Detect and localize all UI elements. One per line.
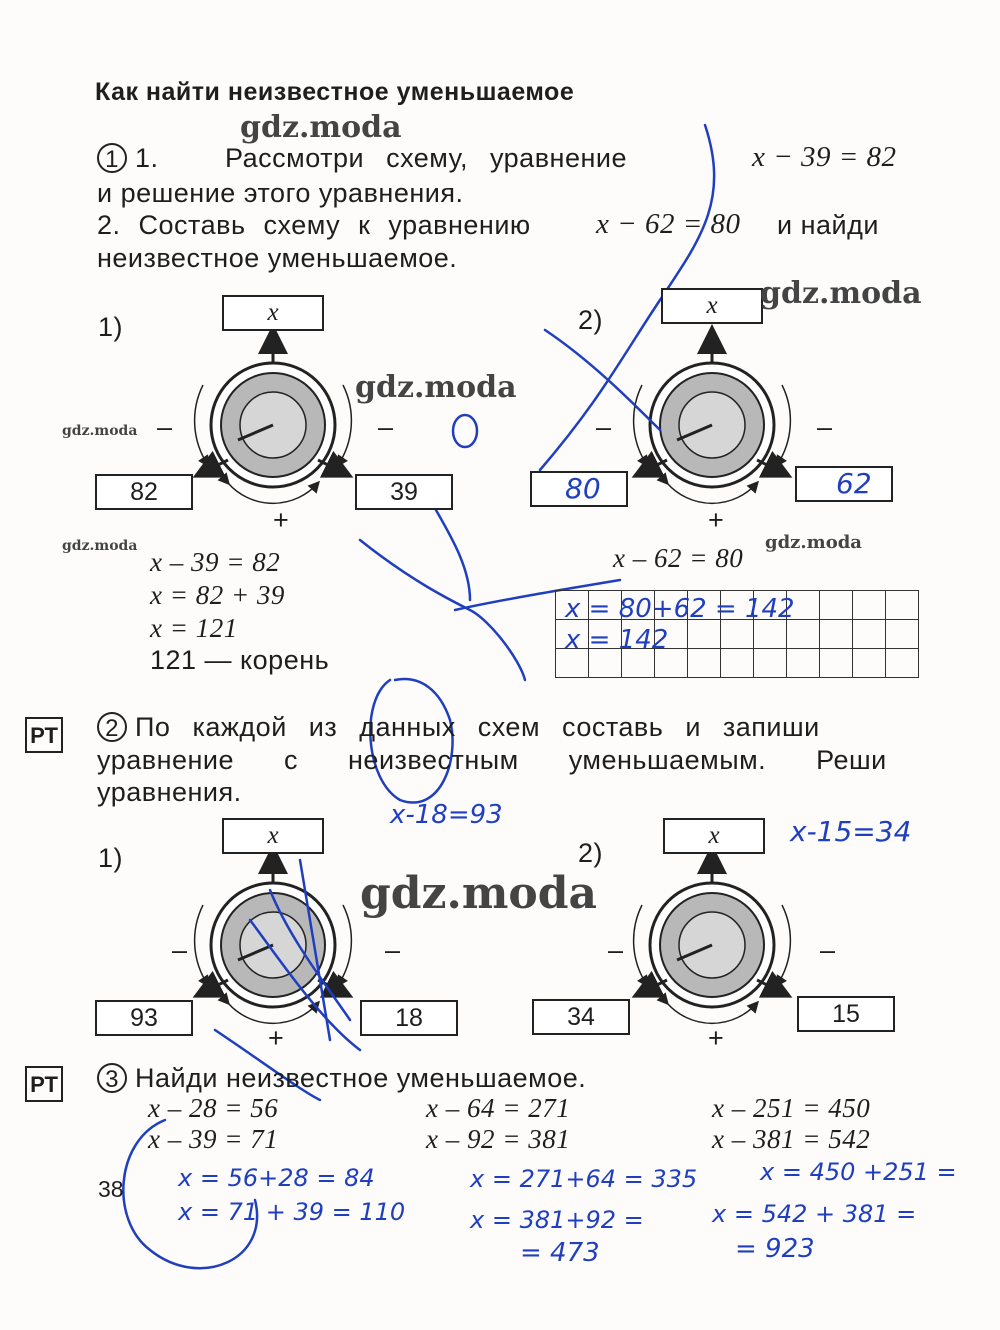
scheme3-right-box: 18	[360, 1000, 458, 1036]
scheme2-minus-right: –	[817, 412, 833, 442]
task3-eq-1-3: x – 251 = 450	[712, 1093, 871, 1123]
page-title: Как найти неизвестное уменьшаемое	[95, 78, 575, 106]
scheme3-plus: +	[268, 1023, 285, 1053]
rt-badge-3: РТ	[25, 1066, 63, 1102]
task2-text-1: 2 По каждой из данных схем составь и запиши	[97, 712, 820, 743]
hand-grid-line-1: x = 80+62 = 142	[565, 594, 795, 624]
task-number-2: 2	[97, 712, 127, 742]
scheme3-top-box: x	[222, 818, 324, 854]
hand-t3-1: x = 56+28 = 84	[178, 1164, 375, 1192]
hand-task2-eq2: x-15=34	[790, 815, 912, 848]
scheme4-right-box: 15	[797, 996, 895, 1032]
hand-scheme2-left: 80	[565, 472, 601, 505]
scheme3-minus-left: –	[172, 935, 188, 965]
scheme2-minus-left: –	[596, 412, 612, 442]
solution-line-3: x = 121	[150, 613, 238, 643]
scheme-2-2	[634, 850, 791, 1023]
hand-t3-2: x = 71 + 39 = 110	[178, 1198, 406, 1226]
task2-text-3: уравнения.	[97, 777, 242, 807]
hand-task2-eq1: x-18=93	[390, 800, 503, 830]
scheme-1-2	[634, 330, 791, 503]
solution-line-1: x – 39 = 82	[150, 547, 281, 577]
rt-badge-2: РТ	[25, 717, 63, 753]
hand-t3-3: x = 271+64 = 335	[470, 1165, 698, 1193]
watermark: gdz.moda	[765, 532, 862, 553]
scheme4-minus-left: –	[608, 935, 624, 965]
scheme1-right-box: 39	[355, 474, 453, 510]
hand-scheme2-right: 62	[836, 467, 872, 500]
scheme1-label: 1)	[98, 312, 124, 342]
task3-text: 3 Найди неизвестное уменьшаемое.	[97, 1063, 586, 1094]
task1-line2: и решение этого уравнения.	[97, 178, 464, 208]
equation-2: x – 62 = 80	[613, 543, 744, 573]
scheme1-plus: +	[273, 505, 290, 535]
scheme2-top-box: x	[661, 288, 763, 324]
task1-equation: x − 39 = 82	[752, 141, 897, 173]
task-number-1: 1	[97, 143, 127, 173]
task1-line1: 1 1.	[97, 143, 159, 174]
page-number: 38	[98, 1176, 124, 1202]
task1-line4: неизвестное уменьшаемое.	[97, 243, 458, 273]
task3-eq-1-1: x – 28 = 56	[148, 1093, 279, 1123]
scheme1-minus-right: –	[378, 412, 394, 442]
watermark: gdz.moda	[760, 276, 922, 311]
watermark: gdz.moda	[62, 538, 138, 554]
task1-line3: 2. Составь схему к уравнению	[97, 210, 531, 240]
scheme-1-1	[195, 330, 352, 503]
scheme3-label: 1)	[98, 843, 124, 873]
watermark: gdz.moda	[62, 423, 138, 439]
scheme2-label: 2)	[578, 305, 604, 335]
task3-eq-1-2: x – 64 = 271	[426, 1093, 571, 1123]
task3-eq-2-1: x – 39 = 71	[148, 1124, 279, 1154]
task2-text-2: уравнение с неизвестным уменьшаемым. Реши	[97, 745, 887, 775]
task-number-3: 3	[97, 1063, 127, 1093]
watermark: gdz.moda	[355, 370, 517, 405]
solution-line-2: x = 82 + 39	[150, 580, 285, 610]
solution-line-4: 121 — корень	[150, 645, 330, 675]
hand-grid-line-2: x = 142	[565, 625, 669, 655]
scheme3-minus-right: –	[385, 935, 401, 965]
scheme4-plus: +	[708, 1023, 725, 1053]
scheme2-plus: +	[708, 505, 725, 535]
hand-t3-5: = 473	[520, 1238, 600, 1268]
scheme-2-1	[195, 850, 352, 1023]
scheme3-left-box: 93	[95, 1000, 193, 1036]
watermark: gdz.moda	[360, 868, 598, 919]
scheme4-left-box: 34	[532, 999, 630, 1035]
task3-eq-2-2: x – 92 = 381	[426, 1124, 571, 1154]
task1-line3-end: и найди	[777, 210, 879, 240]
task3-eq-2-3: x – 381 = 542	[712, 1124, 871, 1154]
watermark: gdz.moda	[240, 110, 402, 145]
task1-instruction: Рассмотри схему, уравнение	[225, 143, 627, 173]
hand-t3-6: x = 450 +251 =	[760, 1158, 957, 1186]
hand-t3-7: x = 542 + 381 =	[712, 1200, 917, 1228]
scheme1-left-box: 82	[95, 474, 193, 510]
hand-t3-4: x = 381+92 =	[470, 1206, 644, 1234]
scheme4-top-box: x	[663, 818, 765, 854]
scheme4-minus-right: –	[820, 935, 836, 965]
scheme1-minus-left: –	[157, 412, 173, 442]
hand-t3-8: = 923	[735, 1234, 815, 1264]
task1-equation2: x − 62 = 80	[596, 208, 741, 240]
scheme4-label: 2)	[578, 838, 604, 868]
scheme1-top-box: x	[222, 295, 324, 331]
